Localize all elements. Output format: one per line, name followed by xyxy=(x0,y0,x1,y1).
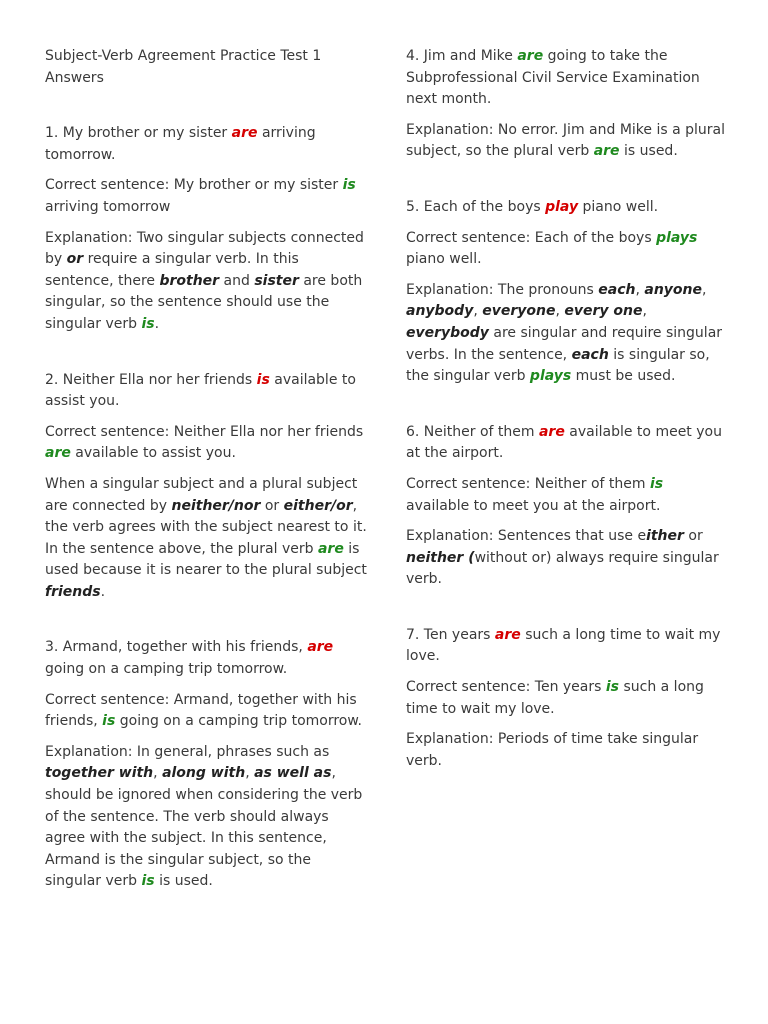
question-block-2 xyxy=(45,370,367,604)
question-sentence xyxy=(45,370,367,413)
explanation xyxy=(406,526,726,591)
question-block-7 xyxy=(406,625,726,773)
keyword: neither ( xyxy=(406,549,475,566)
text-run: and xyxy=(219,272,255,289)
text-run: is singular so, the singular verb xyxy=(406,346,710,385)
keyword: each xyxy=(571,346,609,363)
correct-sentence xyxy=(45,690,367,733)
text-run: arriving tomorrow. xyxy=(45,125,316,163)
keyword: either/or xyxy=(283,497,353,514)
keyword: or xyxy=(66,251,84,268)
question-sentence xyxy=(406,625,726,668)
text-run: 6. Neither of them xyxy=(406,423,539,440)
text-run: Explanation: Two singular subjects connected by xyxy=(45,229,364,268)
correct-verb: are xyxy=(45,445,71,462)
left-column xyxy=(45,46,367,927)
correct-verb: is xyxy=(141,873,155,890)
incorrect-verb: are xyxy=(231,125,258,142)
text-run: Explanation: Periods of time take singular verb. xyxy=(406,731,699,769)
text-run: 4. Jim and Mike xyxy=(406,48,518,64)
text-run: are singular and require singular verbs. In the sentence, xyxy=(406,324,723,363)
text-run: , xyxy=(555,303,565,320)
text-run: 5. Each of the boys xyxy=(406,198,546,215)
text-run: available to assist you. xyxy=(45,371,356,410)
text-run: require a singular verb. In this sentence, there xyxy=(45,251,299,289)
text-run: , xyxy=(702,281,707,298)
keyword: anyone xyxy=(644,281,702,298)
keyword: each xyxy=(598,281,636,298)
text-run: is used. xyxy=(619,143,678,160)
question-block-1 xyxy=(45,123,367,335)
question-sentence xyxy=(45,637,367,680)
question-sentence xyxy=(406,46,726,111)
correct-verb: are xyxy=(517,48,544,64)
keyword: every one xyxy=(564,303,643,320)
text-run: piano well. xyxy=(578,198,659,215)
text-run: . xyxy=(154,315,160,332)
text-run: going on a camping trip tomorrow. xyxy=(45,661,288,678)
text-run: . xyxy=(100,583,106,600)
text-run: available to meet you at the airport. xyxy=(406,497,661,514)
incorrect-verb: are xyxy=(538,423,565,440)
keyword: neither/nor xyxy=(171,497,261,514)
text-run: Correct sentence: Neither Ella nor her friends xyxy=(45,423,364,440)
text-run: piano well. xyxy=(406,251,482,268)
correct-verb: are xyxy=(317,540,344,557)
keyword: together with xyxy=(45,765,154,782)
correct-sentence xyxy=(406,677,726,720)
explanation xyxy=(406,280,726,388)
text-run: or xyxy=(683,528,703,545)
correct-sentence xyxy=(406,474,726,517)
incorrect-verb: are xyxy=(494,626,521,643)
text-run: are both singular, so the sentence should use the singular verb xyxy=(45,272,363,332)
keyword: along with xyxy=(162,765,246,782)
keyword: friends xyxy=(45,583,101,600)
correct-sentence xyxy=(45,422,367,465)
text-run: 7. Ten years xyxy=(406,626,495,643)
text-run: going to take the Subprofessional Civil Service Examination next month. xyxy=(406,48,700,108)
text-run: arriving tomorrow xyxy=(45,198,171,215)
text-run: Explanation: No error. Jim and Mike is a plural subject, so the plural verb xyxy=(406,121,725,160)
text-run: When a singular subject and a plural subject are connected by xyxy=(45,475,358,514)
text-run: such a long time to wait my love. xyxy=(406,679,704,717)
explanation xyxy=(406,729,726,772)
text-run: Correct sentence: Ten years xyxy=(406,679,606,696)
question-block-6 xyxy=(406,422,726,591)
correct-verb: is xyxy=(141,315,155,332)
text-run: , should be ignored when considering the verb of the sentence. The verb should always agree with the subject. In this sentence, Armand is the singular subject, so the singular verb xyxy=(45,765,363,890)
correct-sentence xyxy=(45,175,367,218)
text-run: Correct sentence: My brother or my sister xyxy=(45,177,343,194)
question-block-5 xyxy=(406,197,726,388)
text-run: without or) always require singular verb. xyxy=(406,549,719,588)
explanation xyxy=(45,742,367,893)
text-run: Explanation: In general, phrases such as xyxy=(45,743,330,760)
keyword: anybody xyxy=(406,303,474,320)
question-block-3 xyxy=(45,637,367,893)
text-run: Correct sentence: Neither of them xyxy=(406,475,650,492)
question-sentence xyxy=(45,123,367,166)
text-run: , xyxy=(153,765,163,782)
text-run: going on a camping trip tomorrow. xyxy=(115,713,362,730)
correct-verb: is xyxy=(649,475,664,492)
explanation xyxy=(406,120,726,163)
keyword: everyone xyxy=(482,303,556,320)
keyword: everybody xyxy=(406,324,489,341)
text-run: such a long time to wait my love. xyxy=(406,626,721,665)
text-run: Correct sentence: Armand, together with his friends, xyxy=(45,691,357,730)
explanation xyxy=(45,474,367,604)
question-sentence xyxy=(406,422,726,465)
text-run: 2. Neither Ella nor her friends xyxy=(45,371,257,388)
text-run: , xyxy=(635,281,645,298)
text-run: 1. My brother or my sister xyxy=(45,125,232,142)
keyword: brother xyxy=(159,272,220,289)
correct-verb: is xyxy=(102,713,116,730)
text-run: Explanation: Sentences that use e xyxy=(406,528,647,545)
text-run: available to meet you at the airport. xyxy=(406,423,722,462)
text-run: Correct sentence: Each of the boys xyxy=(406,229,657,246)
keyword: as well as xyxy=(254,765,332,782)
text-run: is used because it is nearer to the plural subject xyxy=(45,540,367,579)
text-run: Explanation: The pronouns xyxy=(406,281,599,298)
text-run: available to assist you. xyxy=(70,445,236,462)
correct-verb: are xyxy=(593,143,620,160)
question-block-4 xyxy=(406,46,726,163)
text-run: , the verb agrees with the subject nearest to it. In the sentence above, the plural verb xyxy=(45,497,367,557)
text-run: is used. xyxy=(154,873,213,890)
explanation xyxy=(45,228,367,336)
text-run: , xyxy=(642,303,647,320)
right-column xyxy=(406,46,726,806)
incorrect-verb: is xyxy=(256,371,270,388)
incorrect-verb: are xyxy=(307,639,334,656)
question-sentence xyxy=(406,197,726,219)
text-run: or xyxy=(260,497,284,514)
correct-verb: is xyxy=(342,177,356,194)
correct-verb: plays xyxy=(656,229,698,246)
correct-sentence xyxy=(406,228,726,271)
document-title: Subject-Verb Agreement Practice Test 1 Answers xyxy=(45,48,322,86)
text-run: must be used. xyxy=(571,368,676,385)
keyword: ither xyxy=(646,528,684,545)
text-run: 3. Armand, together with his friends, xyxy=(45,639,308,656)
correct-verb: plays xyxy=(529,368,572,385)
correct-verb: is xyxy=(605,679,620,696)
incorrect-verb: play xyxy=(545,198,579,215)
text-run: , xyxy=(245,765,255,782)
text-run: , xyxy=(473,303,483,320)
keyword: sister xyxy=(254,272,299,289)
